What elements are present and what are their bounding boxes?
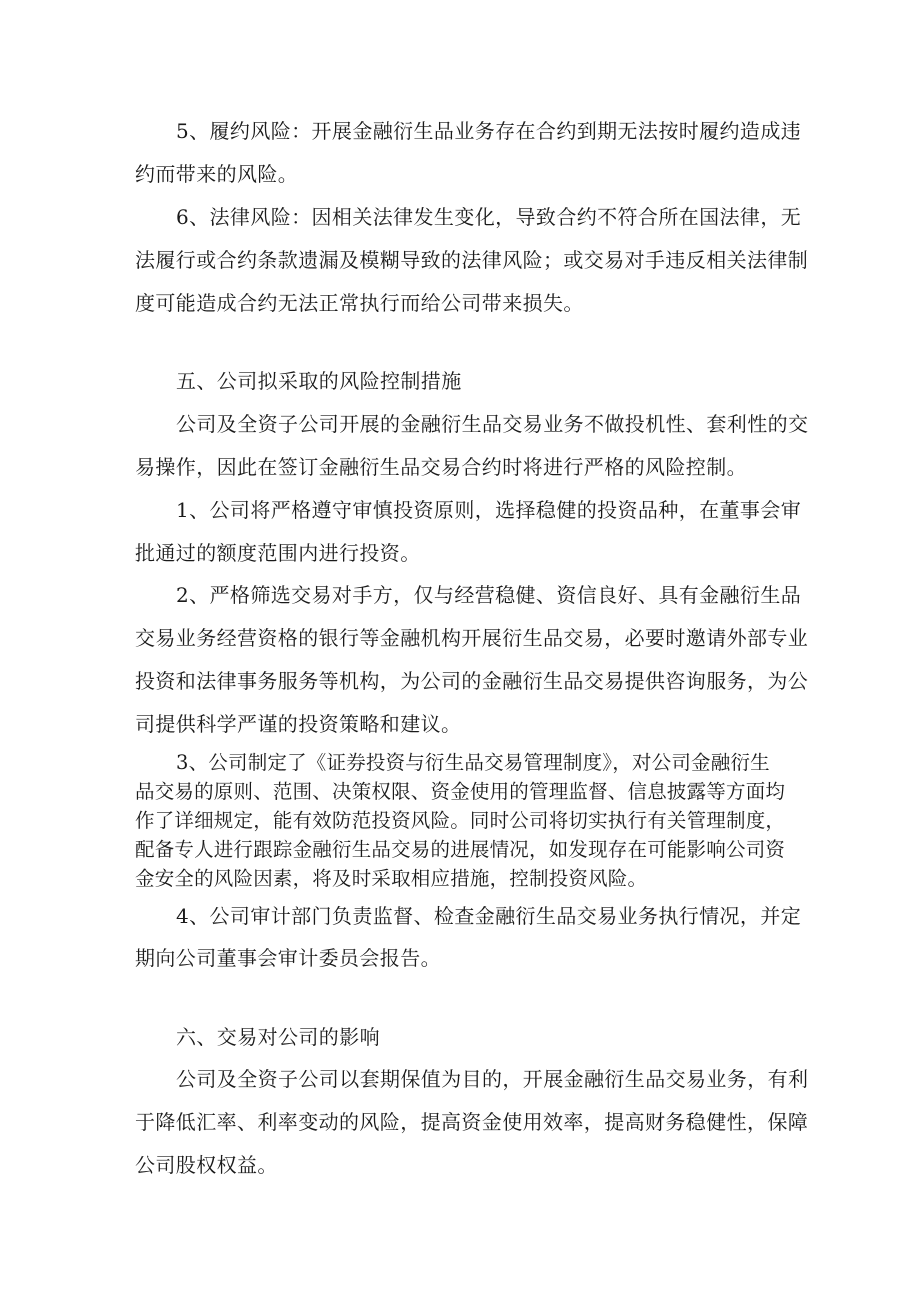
item-5-line-2: 约而带来的风险。	[135, 162, 299, 186]
item-6-line-1: 6、法律风险：因相关法律发生变化，导致合约不符合所在国法律，无	[176, 205, 802, 229]
section-6-body-line-2: 于降低汇率、利率变动的风险，提高资金使用效率，提高财务稳健性，保障	[135, 1110, 809, 1134]
measure-3-line-2: 品交易的原则、范围、决策权限、资金使用的管理监督、信息披露等方面均	[135, 780, 786, 803]
measure-3-line-3: 作了详细规定，能有效防范投资风险。同时公司将切实执行有关管理制度，	[135, 809, 786, 832]
measure-3-line-4: 配备专人进行跟踪金融衍生品交易的进展情况，如发现存在可能影响公司资	[135, 838, 786, 861]
item-5-line-1: 5、履约风险：开展金融衍生品业务存在合约到期无法按时履约造成违	[176, 119, 802, 143]
item-6-line-2: 法履行或合约条款遗漏及模糊导致的法律风险；或交易对手违反相关法律制	[135, 248, 809, 272]
item-6-line-3: 度可能造成合约无法正常执行而给公司带来损失。	[135, 291, 584, 315]
measure-3-line-5: 金安全的风险因素，将及时采取相应措施，控制投资风险。	[135, 867, 648, 890]
measure-4-line-1: 4、公司审计部门负责监督、检查金融衍生品交易业务执行情况，并定	[176, 904, 802, 928]
measure-2-line-2: 交易业务经营资格的银行等金融机构开展衍生品交易，必要时邀请外部专业	[135, 626, 809, 650]
measure-1-line-1: 1、公司将严格遵守审慎投资原则，选择稳健的投资品种，在董事会审	[176, 498, 802, 522]
section-5-intro-line-2: 易操作，因此在签订金融衍生品交易合约时将进行严格的风险控制。	[135, 455, 747, 479]
section-6-body-line-3: 公司股权权益。	[135, 1153, 278, 1177]
section-5-intro-line-1: 公司及全资子公司开展的金融衍生品交易业务不做投机性、套利性的交	[176, 412, 809, 436]
measure-2-line-1: 2、严格筛选交易对手方，仅与经营稳健、资信良好、具有金融衍生品	[176, 583, 802, 607]
section-6-heading: 六、交易对公司的影响	[176, 1025, 380, 1049]
measure-4-line-2: 期向公司董事会审计委员会报告。	[135, 946, 441, 970]
measure-1-line-2: 批通过的额度范围内进行投资。	[135, 541, 421, 565]
measure-3-line-1: 3、公司制定了《证券投资与衍生品交易管理制度》，对公司金融衍生	[176, 751, 770, 774]
section-5-heading: 五、公司拟采取的风险控制措施	[176, 369, 462, 393]
measure-2-line-3: 投资和法律事务服务等机构，为公司的金融衍生品交易提供咨询服务，为公	[135, 669, 809, 693]
section-6-body-line-1: 公司及全资子公司以套期保值为目的，开展金融衍生品交易业务，有利	[176, 1067, 809, 1091]
measure-2-line-4: 司提供科学严谨的投资策略和建议。	[135, 712, 462, 736]
